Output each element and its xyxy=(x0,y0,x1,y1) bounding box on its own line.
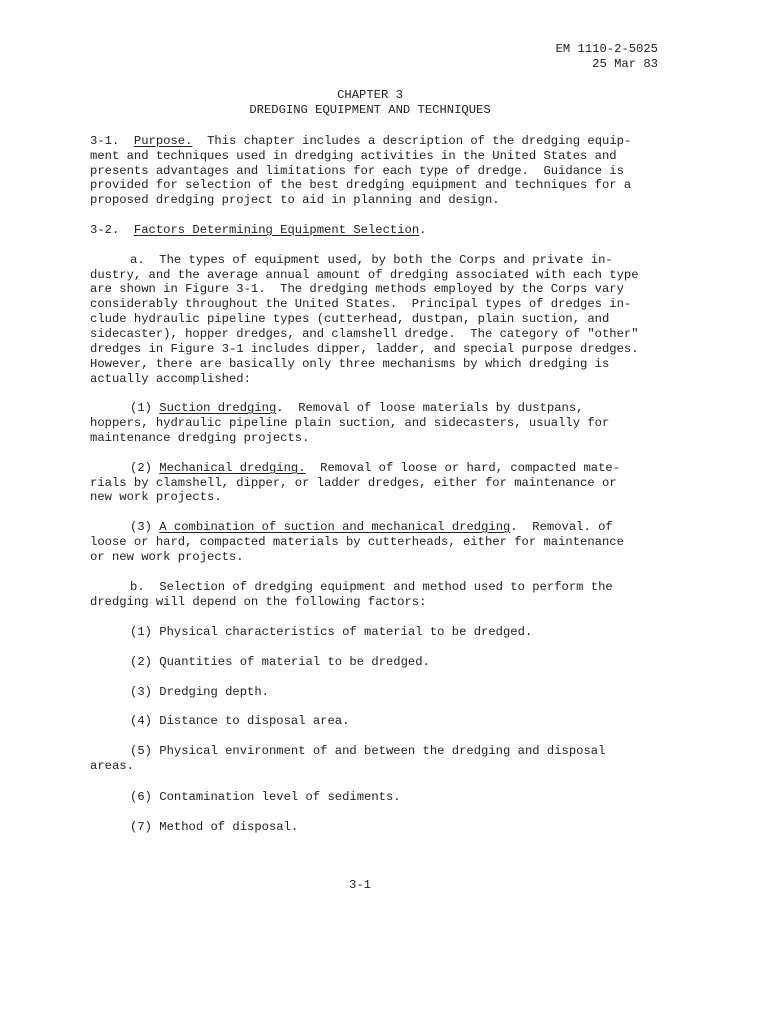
factor-item: (1) Physical characteristics of material to be dredged. xyxy=(130,625,533,639)
section-number: 3-2. xyxy=(90,223,120,237)
paragraph-line: This chapter includes a description of the dredging equip- xyxy=(207,134,632,148)
chapter-label: CHAPTER 3 xyxy=(337,88,403,102)
paragraph-line: dustry, and the average annual amount of dredging associated with each type xyxy=(90,268,639,282)
paragraph-line: sidecaster), hopper dredges, and clamshell dredge. The category of "other" xyxy=(90,327,639,341)
paragraph-line: dredges in Figure 3-1 includes dipper, ladder, and special purpose dredges. xyxy=(90,342,639,356)
paragraph-line: maintenance dredging projects. xyxy=(90,431,310,445)
paragraph-line: rials by clamshell, dipper, or ladder dredges, either for maintenance or xyxy=(90,476,617,490)
paragraph-line: clude hydraulic pipeline types (cutterhead, dustpan, plain suction, and xyxy=(90,312,610,326)
mechanism-1-first-line xyxy=(130,401,583,416)
section-heading-purpose: Purpose. xyxy=(133,134,193,148)
paragraph-line: are shown in Figure 3-1. The dredging methods employed by the Corps vary xyxy=(90,282,624,296)
paragraph-line: presents advantages and limitations for each type of dredge. Guidance is xyxy=(90,164,624,178)
document-number: EM 1110-2-5025 xyxy=(555,42,658,56)
document-date: 25 Mar 83 xyxy=(592,57,658,71)
paragraph-line: new work projects. xyxy=(90,490,222,504)
factor-item: (4) Distance to disposal area. xyxy=(130,714,350,728)
paragraph-line: ment and techniques used in dredging activities in the United States and xyxy=(90,149,617,163)
paragraph-line: or new work projects. xyxy=(90,550,244,564)
factor-item: (6) Contamination level of sediments. xyxy=(130,790,401,804)
paragraph-text: . Removal. of xyxy=(510,520,613,534)
item-number: (1) xyxy=(130,401,160,415)
paragraph-line: a. The types of equipment used, by both the Corps and private in- xyxy=(130,253,613,267)
mechanism-heading-combination: A combination of suction and mechanical dredging xyxy=(159,520,511,534)
paragraph-line: provided for selection of the best dredging equipment and techniques for a xyxy=(90,178,632,192)
section-3-2-heading-line xyxy=(90,223,426,238)
factor-item: (3) Dredging depth. xyxy=(130,685,269,699)
mechanism-3-first-line xyxy=(130,520,613,535)
paragraph-line: considerably throughout the United States. Principal types of dredges in- xyxy=(90,297,632,311)
paragraph-line: dredging will depend on the following factors: xyxy=(90,595,427,609)
factor-item: (5) Physical environment of and between the dredging and disposal xyxy=(130,744,606,758)
paragraph-text: . Removal of loose materials by dustpans, xyxy=(276,401,584,415)
factor-item-continuation: areas. xyxy=(90,759,134,773)
paragraph-line: actually accomplished: xyxy=(90,372,251,386)
paragraph-text: Removal of loose or hard, compacted mate- xyxy=(305,461,621,475)
item-number: (3) xyxy=(130,520,160,534)
paragraph-line: proposed dredging project to aid in planning and design. xyxy=(90,193,500,207)
heading-period: . xyxy=(419,223,427,237)
chapter-title: DREDGING EQUIPMENT AND TECHNIQUES xyxy=(249,103,491,117)
page-number: 3-1 xyxy=(349,878,371,892)
mechanism-2-first-line xyxy=(130,461,620,476)
paragraph-line: b. Selection of dredging equipment and method used to perform the xyxy=(130,580,613,594)
section-number: 3-1. xyxy=(90,134,120,148)
mechanism-heading-mechanical: Mechanical dredging. xyxy=(159,461,306,475)
section-3-1-first-line xyxy=(90,134,631,149)
item-number: (2) xyxy=(130,461,160,475)
paragraph-line: loose or hard, compacted materials by cutterheads, either for maintenance xyxy=(90,535,624,549)
paragraph-line: hoppers, hydraulic pipeline plain suction, and sidecasters, usually for xyxy=(90,416,610,430)
section-heading-factors: Factors Determining Equipment Selection xyxy=(133,223,420,237)
factor-item: (2) Quantities of material to be dredged. xyxy=(130,655,430,669)
factor-item: (7) Method of disposal. xyxy=(130,820,299,834)
mechanism-heading-suction: Suction dredging xyxy=(159,401,277,415)
paragraph-line: However, there are basically only three mechanisms by which dredging is xyxy=(90,357,610,371)
